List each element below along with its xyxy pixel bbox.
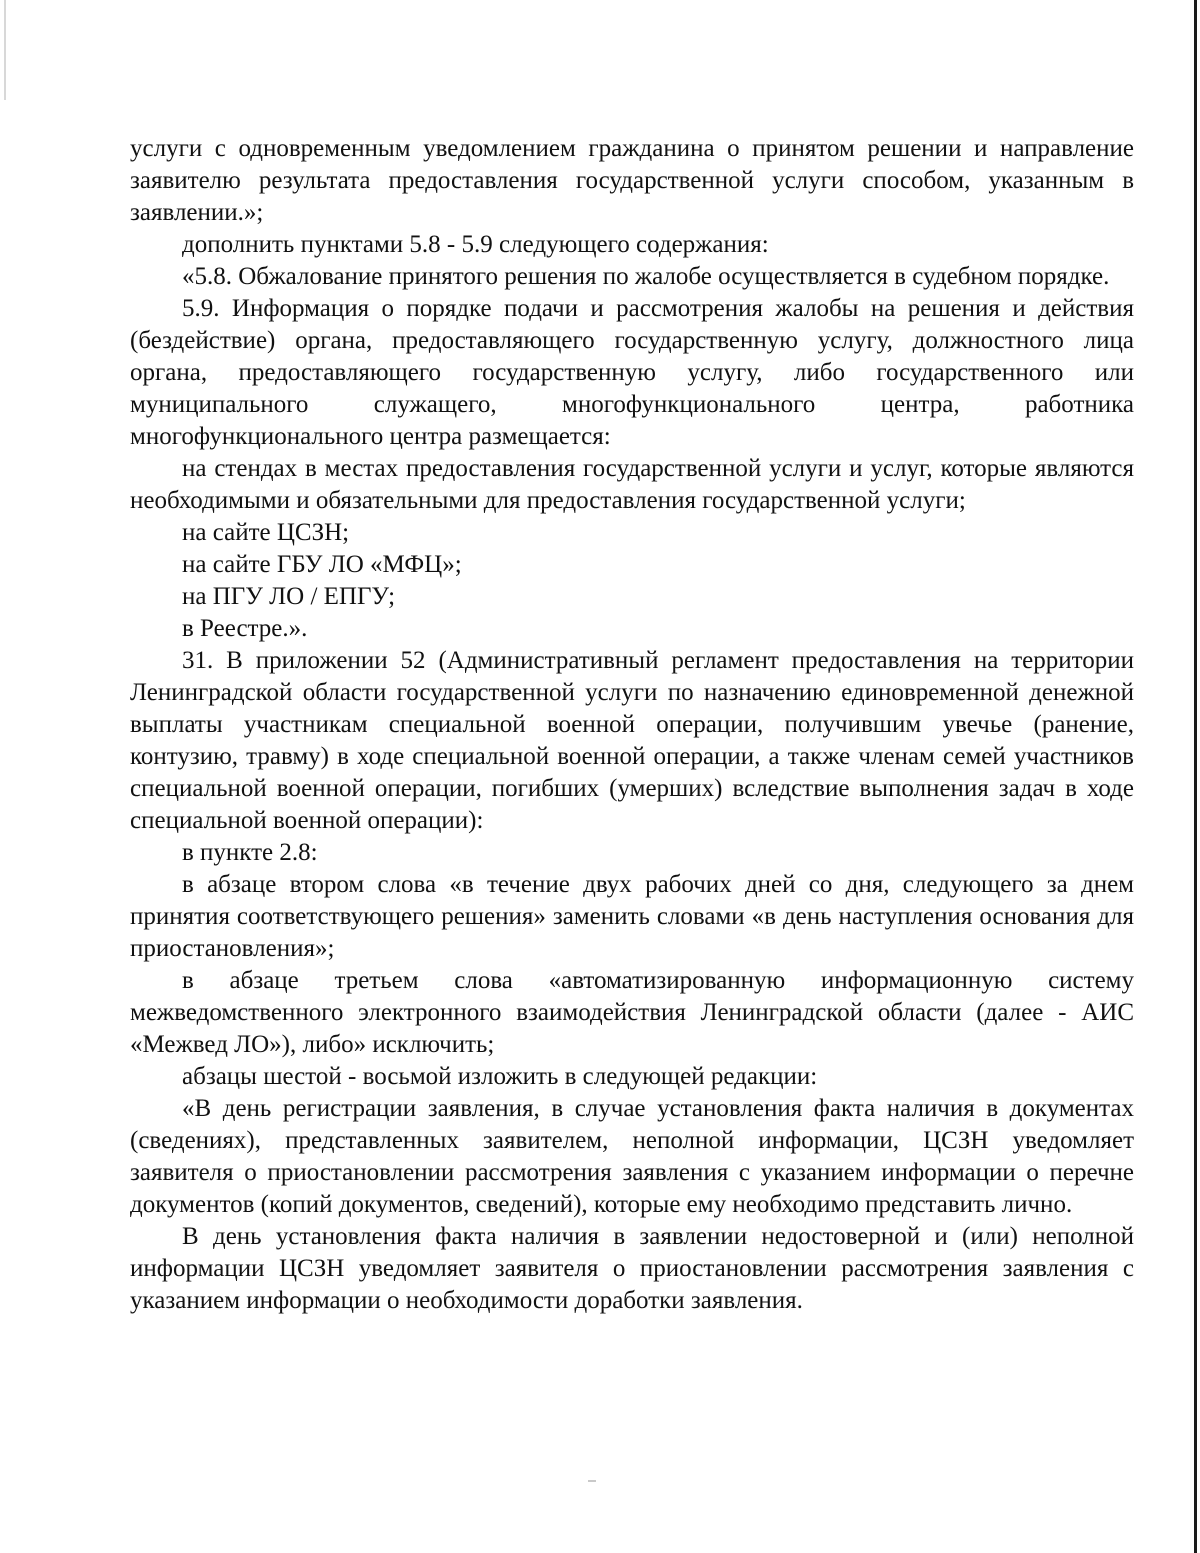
paragraph-second-abzac: в абзаце втором слова «в течение двух рабочих дней со дня, следующего за днем принятия соответствующего решения» заменить словами «в день наступления основания для приостановления»; bbox=[130, 871, 1134, 962]
paragraph-5-8: «5.8. Обжалование принятого решения по жалобе осуществляется в судебном порядке. bbox=[182, 263, 1110, 290]
paragraph-registry: в Реестре.». bbox=[182, 615, 308, 642]
paragraph-stands: на стендах в местах предоставления государственной услуги и услуг, которые являются необходимыми и обязательными для предоставления государственной услуги; bbox=[130, 455, 1134, 514]
paragraph-point-2-8: в пункте 2.8: bbox=[182, 839, 318, 866]
paragraph-registration-day: «В день регистрации заявления, в случае установления факта наличия в документах (сведениях), представленных заявителем, неполной информации, ЦСЗН уведомляет заявителя о приостановлении рассмотрения заявления с указанием информации о перечне документов (копий документов, сведений), которые ему необходимо представить лично. bbox=[130, 1095, 1134, 1218]
scan-speck bbox=[588, 1480, 596, 1482]
paragraph-sixth-eighth: абзацы шестой - восьмой изложить в следующей редакции: bbox=[182, 1063, 818, 1090]
scan-edge-right bbox=[1194, 0, 1197, 1553]
paragraph-pgu: на ПГУ ЛО / ЕПГУ; bbox=[182, 583, 396, 610]
scan-edge-left bbox=[4, 0, 6, 100]
paragraph-site-mfc: на сайте ГБУ ЛО «МФЦ»; bbox=[182, 551, 462, 578]
paragraph-third-abzac: в абзаце третьем слова «автоматизированную информационную систему межведомственного электронного взаимодействия Ленинградской области (далее - АИС «Межвед ЛО»), либо» исключить; bbox=[130, 967, 1134, 1058]
paragraph-site-cszn: на сайте ЦСЗН; bbox=[182, 519, 350, 546]
paragraph-item-31: 31. В приложении 52 (Административный регламент предоставления на территории Ленинградской области государственной услуги по назначению единовременной денежной выплаты участникам специальной военной операции, получившим увечье (ранение, контузию, травму) в ходе специальной военной операции, а также членам семей участников специальной военной операции, погибших (умерших) вследствие выполнения задач в ходе специальной военной операции): bbox=[130, 647, 1134, 834]
paragraph-continuation: услуги с одновременным уведомлением гражданина о принятом решении и направление заявителю результата предоставления государственной услуги способом, указанным в заявлении.»; bbox=[130, 135, 1134, 226]
document-body bbox=[130, 133, 1134, 1317]
paragraph-establishment-day: В день установления факта наличия в заявлении недостоверной и (или) неполной информации ЦСЗН уведомляет заявителя о приостановлении рассмотрения заявления с указанием информации о необходимости доработки заявления. bbox=[130, 1223, 1134, 1314]
paragraph-5-9: 5.9. Информация о порядке подачи и рассмотрения жалобы на решения и действия (бездействие) органа, предоставляющего государственную услугу, должностного лица органа, предоставляющего государственную услугу, либо государственного или муниципального служащего, многофункционального центра, работника многофункционального центра размещается: bbox=[130, 295, 1134, 450]
paragraph-supplement-intro: дополнить пунктами 5.8 - 5.9 следующего содержания: bbox=[182, 231, 769, 258]
